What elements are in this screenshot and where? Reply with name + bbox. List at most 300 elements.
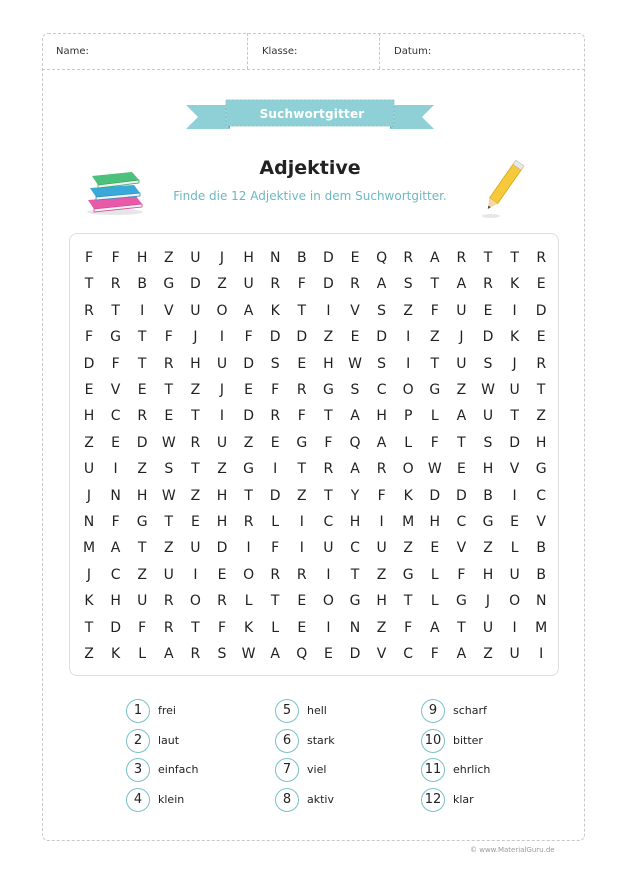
grid-letter[interactable]: E: [270, 434, 280, 451]
grid-letter[interactable]: F: [111, 355, 120, 372]
grid-letter[interactable]: V: [350, 302, 360, 319]
grid-letter[interactable]: R: [110, 276, 121, 293]
grid-letter[interactable]: F: [164, 329, 173, 346]
grid-letter[interactable]: E: [483, 302, 493, 319]
grid-letter[interactable]: G: [349, 593, 361, 610]
grid-letter[interactable]: R: [270, 276, 281, 293]
grid-letter[interactable]: E: [323, 646, 333, 662]
grid-letter[interactable]: W: [161, 487, 176, 504]
grid-letter[interactable]: D: [376, 329, 387, 346]
grid-letter[interactable]: I: [273, 461, 278, 478]
grid-letter[interactable]: J: [86, 487, 92, 504]
grid-letter[interactable]: H: [349, 514, 361, 530]
grid-letter[interactable]: G: [243, 461, 255, 478]
grid-letter[interactable]: Z: [164, 540, 174, 557]
grid-letter[interactable]: A: [164, 646, 174, 662]
grid-letter[interactable]: Z: [403, 302, 413, 319]
grid-letter[interactable]: Q: [349, 434, 361, 451]
grid-letter[interactable]: Z: [243, 434, 254, 451]
grid-letter[interactable]: Z: [456, 382, 467, 398]
grid-letter[interactable]: E: [244, 382, 254, 398]
grid-letter[interactable]: G: [163, 276, 175, 293]
grid-letter[interactable]: R: [137, 408, 148, 425]
grid-letter[interactable]: R: [243, 514, 254, 530]
grid-letter[interactable]: H: [535, 434, 547, 451]
grid-letter[interactable]: R: [483, 276, 493, 293]
grid-letter[interactable]: I: [219, 329, 225, 346]
grid-letter[interactable]: B: [536, 540, 546, 557]
grid-letter[interactable]: R: [456, 250, 467, 266]
header-divider: [379, 33, 380, 69]
grid-letter[interactable]: E: [536, 329, 546, 346]
grid-letter[interactable]: E: [430, 540, 440, 557]
grid-letter[interactable]: E: [137, 382, 147, 398]
grid-letter[interactable]: H: [136, 487, 148, 504]
grid-letter[interactable]: E: [111, 434, 121, 451]
grid-letter[interactable]: T: [430, 276, 440, 293]
grid-letter[interactable]: I: [326, 302, 331, 319]
grid-letter[interactable]: G: [136, 514, 148, 530]
grid-letter[interactable]: R: [270, 408, 281, 425]
grid-letter[interactable]: M: [82, 540, 96, 557]
grid-letter[interactable]: F: [111, 514, 120, 530]
grid-letter[interactable]: L: [271, 514, 280, 530]
grid-row: [70, 377, 560, 403]
grid-letter[interactable]: I: [512, 487, 517, 504]
grid-letter[interactable]: F: [244, 329, 253, 346]
grid-letter[interactable]: T: [457, 434, 466, 451]
grid-letter[interactable]: T: [324, 408, 333, 425]
grid-letter[interactable]: R: [296, 382, 307, 398]
grid-letter[interactable]: Z: [430, 329, 440, 346]
grid-letter[interactable]: D: [296, 329, 308, 346]
grid-letter[interactable]: I: [539, 646, 544, 662]
grid-letter[interactable]: N: [83, 514, 95, 530]
grid-letter[interactable]: Y: [350, 487, 360, 504]
grid-letter[interactable]: F: [271, 382, 280, 398]
grid-letter[interactable]: T: [270, 593, 280, 610]
grid-letter[interactable]: S: [350, 382, 360, 398]
grid-letter[interactable]: I: [379, 514, 384, 530]
grid-letter[interactable]: L: [244, 593, 253, 610]
grid-letter[interactable]: J: [193, 329, 198, 346]
grid-letter[interactable]: U: [190, 540, 201, 557]
grid-letter[interactable]: U: [509, 646, 520, 662]
grid-letter[interactable]: Z: [376, 619, 387, 636]
grid-letter[interactable]: T: [297, 461, 307, 478]
grid-letter[interactable]: B: [536, 566, 546, 583]
grid-letter[interactable]: F: [297, 276, 306, 293]
grid-letter[interactable]: H: [83, 408, 95, 425]
grid-letter[interactable]: T: [403, 593, 413, 610]
grid-letter[interactable]: J: [219, 382, 225, 398]
grid-letter[interactable]: R: [84, 302, 94, 319]
grid-letter[interactable]: Z: [323, 329, 334, 346]
grid-letter[interactable]: O: [243, 566, 255, 583]
grid-letter[interactable]: H: [216, 514, 228, 530]
grid-letter[interactable]: C: [350, 540, 360, 557]
grid-letter[interactable]: T: [137, 540, 147, 557]
grid-letter[interactable]: U: [190, 250, 201, 266]
grid-letter[interactable]: E: [190, 514, 200, 530]
grid-letter[interactable]: U: [509, 566, 520, 583]
grid-letter[interactable]: T: [457, 619, 466, 636]
grid-letter[interactable]: O: [402, 461, 414, 478]
grid-letter[interactable]: L: [430, 566, 439, 583]
grid-letter[interactable]: S: [483, 434, 493, 451]
grid-letter[interactable]: F: [430, 646, 439, 662]
grid-letter[interactable]: D: [216, 540, 228, 557]
grid-letter[interactable]: S: [403, 276, 413, 293]
grid-letter[interactable]: R: [350, 276, 360, 293]
grid-letter[interactable]: J: [512, 355, 517, 372]
grid-letter[interactable]: B: [296, 250, 307, 266]
grid-letter[interactable]: F: [377, 487, 386, 504]
grid-letter[interactable]: D: [243, 408, 254, 425]
grid-letter[interactable]: U: [216, 434, 228, 451]
grid-letter[interactable]: Z: [536, 408, 546, 425]
grid-letter[interactable]: T: [111, 302, 120, 319]
grid-letter[interactable]: R: [323, 461, 334, 478]
grid-letter[interactable]: U: [83, 461, 95, 478]
grid-letter[interactable]: U: [163, 566, 174, 583]
grid-letter[interactable]: V: [110, 382, 121, 398]
grid-letter[interactable]: E: [217, 566, 227, 583]
grid-letter[interactable]: Z: [297, 487, 307, 504]
grid-letter[interactable]: E: [297, 593, 307, 610]
grid-letter[interactable]: U: [482, 619, 494, 636]
grid-letter[interactable]: U: [482, 408, 494, 425]
grid-letter[interactable]: E: [297, 355, 307, 372]
grid-letter[interactable]: F: [111, 250, 120, 266]
grid-letter[interactable]: T: [244, 487, 253, 504]
grid-letter[interactable]: A: [430, 250, 440, 266]
grid-letter[interactable]: F: [217, 619, 227, 636]
grid-letter[interactable]: A: [456, 646, 467, 662]
grid-letter[interactable]: D: [110, 619, 121, 636]
grid-letter[interactable]: G: [296, 434, 308, 451]
grid-letter[interactable]: O: [402, 382, 414, 398]
grid-letter[interactable]: S: [483, 355, 493, 372]
grid-letter[interactable]: O: [189, 593, 201, 610]
grid-letter[interactable]: E: [510, 514, 520, 530]
grid-letter[interactable]: D: [429, 487, 441, 504]
grid-letter[interactable]: I: [140, 302, 145, 319]
grid-letter[interactable]: U: [509, 382, 520, 398]
grid-letter[interactable]: N: [535, 593, 547, 610]
grid-letter[interactable]: L: [271, 619, 280, 636]
word-number-circle: 8: [275, 788, 299, 812]
grid-letter[interactable]: D: [269, 329, 281, 346]
grid-letter[interactable]: A: [350, 408, 360, 425]
grid-letter[interactable]: T: [510, 408, 519, 425]
grid-letter[interactable]: F: [84, 250, 94, 266]
grid-letter[interactable]: H: [243, 250, 254, 266]
grid-letter[interactable]: A: [456, 408, 467, 425]
grid-letter[interactable]: C: [323, 514, 334, 530]
grid-letter[interactable]: E: [536, 276, 546, 293]
grid-letter[interactable]: J: [86, 566, 92, 583]
grid-letter[interactable]: A: [350, 461, 360, 478]
grid-letter[interactable]: I: [193, 566, 198, 583]
grid-letter[interactable]: Z: [403, 540, 413, 557]
grid-letter[interactable]: Q: [296, 646, 308, 662]
grid-letter[interactable]: A: [243, 302, 254, 319]
grid-letter[interactable]: W: [241, 646, 256, 662]
grid-letter[interactable]: T: [164, 382, 174, 398]
grid-letter[interactable]: D: [535, 302, 547, 319]
grid-letter[interactable]: Z: [376, 566, 387, 583]
grid-letter[interactable]: T: [137, 355, 147, 372]
grid-letter[interactable]: T: [297, 302, 307, 319]
grid-letter[interactable]: V: [509, 461, 520, 478]
grid-letter[interactable]: U: [137, 593, 148, 610]
grid-letter[interactable]: A: [430, 619, 440, 636]
grid-letter[interactable]: L: [430, 593, 439, 610]
grid-letter[interactable]: I: [219, 408, 225, 425]
grid-letter[interactable]: F: [84, 329, 94, 346]
grid-letter[interactable]: R: [217, 593, 227, 610]
grid-letter[interactable]: T: [84, 619, 94, 636]
grid-letter[interactable]: T: [84, 276, 94, 293]
grid-letter[interactable]: V: [164, 302, 174, 319]
grid-letter[interactable]: O: [509, 593, 521, 610]
grid-letter[interactable]: F: [271, 540, 280, 557]
header-row: [42, 33, 585, 70]
grid-letter[interactable]: Z: [84, 434, 94, 451]
grid-letter[interactable]: H: [376, 593, 387, 610]
grid-letter[interactable]: D: [482, 329, 494, 346]
grid-letter[interactable]: S: [377, 302, 387, 319]
grid-letter[interactable]: T: [536, 382, 546, 398]
grid-letter[interactable]: N: [349, 619, 361, 636]
word-number-circle: 7: [275, 758, 299, 782]
grid-letter[interactable]: F: [457, 566, 466, 583]
grid-letter[interactable]: T: [164, 514, 174, 530]
grid-letter[interactable]: T: [350, 566, 360, 583]
grid-letter[interactable]: R: [163, 619, 174, 636]
grid-letter[interactable]: R: [296, 566, 307, 583]
grid-letter[interactable]: E: [297, 619, 307, 636]
grid-letter[interactable]: H: [110, 593, 121, 610]
grid-letter[interactable]: R: [536, 250, 547, 266]
grid-letter[interactable]: C: [403, 646, 414, 662]
grid-letter[interactable]: P: [403, 408, 413, 425]
grid-letter[interactable]: D: [323, 250, 334, 266]
grid-letter[interactable]: V: [536, 514, 546, 530]
grid-letter[interactable]: U: [456, 302, 467, 319]
grid-letter[interactable]: D: [243, 355, 254, 372]
grid-letter[interactable]: I: [512, 619, 517, 636]
instruction-text: Finde die 12 Adjektive in dem Suchwortgitter.: [173, 189, 447, 203]
grid-letter[interactable]: I: [299, 540, 304, 557]
word-label: klein: [158, 793, 185, 806]
grid-letter[interactable]: L: [138, 646, 147, 662]
grid-letter[interactable]: T: [137, 329, 147, 346]
grid-letter[interactable]: K: [270, 302, 280, 319]
word-label: hell: [307, 704, 327, 717]
grid-letter[interactable]: C: [456, 514, 467, 530]
grid-letter[interactable]: G: [535, 461, 547, 478]
grid-letter[interactable]: A: [110, 540, 121, 557]
grid-letter[interactable]: S: [270, 355, 280, 372]
grid-letter[interactable]: T: [510, 250, 519, 266]
grid-letter[interactable]: R: [190, 646, 201, 662]
grid-letter[interactable]: F: [430, 434, 439, 451]
grid-letter[interactable]: O: [216, 302, 228, 319]
grid-letter[interactable]: T: [324, 487, 333, 504]
grid-letter[interactable]: F: [404, 619, 413, 636]
grid-letter[interactable]: F: [138, 619, 147, 636]
grid-letter[interactable]: Z: [190, 382, 201, 398]
grid-letter[interactable]: R: [536, 355, 547, 372]
grid-letter[interactable]: T: [191, 619, 200, 636]
grid-letter[interactable]: Z: [483, 540, 493, 557]
grid-letter[interactable]: D: [269, 487, 281, 504]
grid-letter[interactable]: J: [219, 250, 225, 266]
grid-letter[interactable]: D: [190, 276, 201, 293]
grid-letter[interactable]: I: [326, 619, 331, 636]
grid-letter[interactable]: K: [403, 487, 413, 504]
grid-letter[interactable]: I: [113, 461, 118, 478]
grid-letter[interactable]: M: [535, 619, 548, 636]
grid-letter[interactable]: S: [377, 355, 387, 372]
grid-letter[interactable]: R: [163, 593, 174, 610]
grid-letter[interactable]: S: [217, 646, 227, 662]
grid-letter[interactable]: I: [246, 540, 251, 557]
grid-letter[interactable]: I: [299, 514, 304, 530]
grid-letter[interactable]: J: [459, 329, 464, 346]
grid-letter[interactable]: A: [456, 276, 467, 293]
grid-letter[interactable]: O: [322, 593, 334, 610]
grid-letter[interactable]: T: [430, 355, 440, 372]
grid-letter[interactable]: H: [482, 461, 494, 478]
grid-letter[interactable]: A: [376, 434, 387, 451]
grid-letter[interactable]: B: [137, 276, 147, 293]
grid-letter[interactable]: I: [326, 566, 331, 583]
grid-letter[interactable]: F: [297, 408, 306, 425]
grid-letter[interactable]: B: [483, 487, 493, 504]
grid-letter[interactable]: Z: [137, 461, 147, 478]
grid-letter[interactable]: E: [350, 329, 360, 346]
grid-letter[interactable]: U: [216, 355, 228, 372]
grid-letter[interactable]: T: [483, 250, 493, 266]
grid-letter[interactable]: K: [510, 329, 520, 346]
grid-letter[interactable]: F: [324, 434, 333, 451]
word-search-grid: [69, 233, 559, 676]
grid-letter[interactable]: V: [376, 646, 387, 662]
grid-letter[interactable]: D: [509, 434, 520, 451]
grid-letter[interactable]: Q: [376, 250, 388, 266]
grid-letter[interactable]: L: [510, 540, 519, 557]
grid-letter[interactable]: M: [402, 514, 415, 530]
grid-letter[interactable]: D: [323, 276, 334, 293]
grid-letter[interactable]: Z: [190, 487, 201, 504]
grid-letter[interactable]: W: [481, 382, 495, 398]
grid-letter[interactable]: S: [164, 461, 174, 478]
grid-letter[interactable]: H: [323, 355, 334, 372]
grid-letter[interactable]: K: [244, 619, 254, 636]
grid-letter[interactable]: E: [456, 461, 466, 478]
grid-letter[interactable]: Z: [217, 461, 227, 478]
grid-letter[interactable]: A: [270, 646, 280, 662]
grid-letter[interactable]: Z: [84, 646, 94, 662]
grid-letter[interactable]: U: [456, 355, 467, 372]
grid-letter[interactable]: N: [110, 487, 121, 504]
grid-letter[interactable]: I: [406, 329, 411, 346]
grid-letter[interactable]: G: [322, 382, 334, 398]
grid-letter[interactable]: G: [482, 514, 494, 530]
grid-letter[interactable]: K: [84, 593, 94, 610]
grid-letter[interactable]: D: [349, 646, 361, 662]
grid-letter[interactable]: E: [350, 250, 360, 266]
grid-letter[interactable]: I: [512, 302, 517, 319]
grid-letter[interactable]: Z: [164, 250, 174, 266]
grid-letter[interactable]: Z: [137, 566, 147, 583]
date-label: Datum:: [394, 46, 432, 57]
grid-letter[interactable]: U: [323, 540, 334, 557]
grid-letter[interactable]: C: [536, 487, 547, 504]
grid-letter[interactable]: I: [406, 355, 411, 372]
grid-letter[interactable]: J: [485, 593, 491, 610]
grid-letter[interactable]: K: [510, 276, 520, 293]
grid-letter[interactable]: U: [376, 540, 387, 557]
grid-letter[interactable]: T: [191, 408, 200, 425]
grid-letter[interactable]: C: [376, 382, 387, 398]
grid-letter[interactable]: T: [191, 461, 200, 478]
grid-letter[interactable]: U: [243, 276, 254, 293]
grid-letter[interactable]: G: [402, 566, 414, 583]
grid-letter[interactable]: U: [190, 302, 201, 319]
grid-letter[interactable]: C: [110, 408, 121, 425]
grid-letter[interactable]: V: [456, 540, 467, 557]
grid-letter[interactable]: H: [376, 408, 387, 425]
grid-letter[interactable]: W: [161, 434, 176, 451]
grid-letter[interactable]: Z: [217, 276, 227, 293]
grid-letter[interactable]: D: [456, 487, 467, 504]
grid-letter[interactable]: L: [404, 434, 413, 451]
grid-letter[interactable]: Z: [483, 646, 493, 662]
grid-letter[interactable]: F: [430, 302, 439, 319]
grid-letter[interactable]: G: [455, 593, 467, 610]
grid-letter[interactable]: D: [136, 434, 148, 451]
grid-letter[interactable]: R: [270, 566, 281, 583]
grid-letter[interactable]: G: [429, 382, 441, 398]
grid-letter[interactable]: H: [136, 250, 148, 266]
grid-letter[interactable]: A: [376, 276, 387, 293]
grid-letter[interactable]: R: [163, 355, 174, 372]
grid-letter[interactable]: H: [482, 566, 494, 583]
grid-row: [70, 588, 560, 614]
grid-letter[interactable]: D: [83, 355, 95, 372]
grid-letter[interactable]: R: [403, 250, 414, 266]
grid-letter[interactable]: H: [216, 487, 228, 504]
grid-letter[interactable]: W: [348, 355, 362, 372]
grid-letter[interactable]: H: [429, 514, 441, 530]
grid-letter[interactable]: N: [269, 250, 281, 266]
grid-letter[interactable]: H: [190, 355, 201, 372]
grid-letter[interactable]: R: [190, 434, 201, 451]
grid-letter[interactable]: R: [376, 461, 387, 478]
grid-letter[interactable]: K: [111, 646, 121, 662]
grid-letter[interactable]: E: [164, 408, 174, 425]
word-number-circle: 10: [421, 729, 445, 753]
grid-letter[interactable]: G: [110, 329, 122, 346]
grid-letter[interactable]: C: [110, 566, 121, 583]
grid-letter[interactable]: W: [427, 461, 442, 478]
grid-letter[interactable]: E: [84, 382, 94, 398]
grid-letter[interactable]: L: [430, 408, 439, 425]
